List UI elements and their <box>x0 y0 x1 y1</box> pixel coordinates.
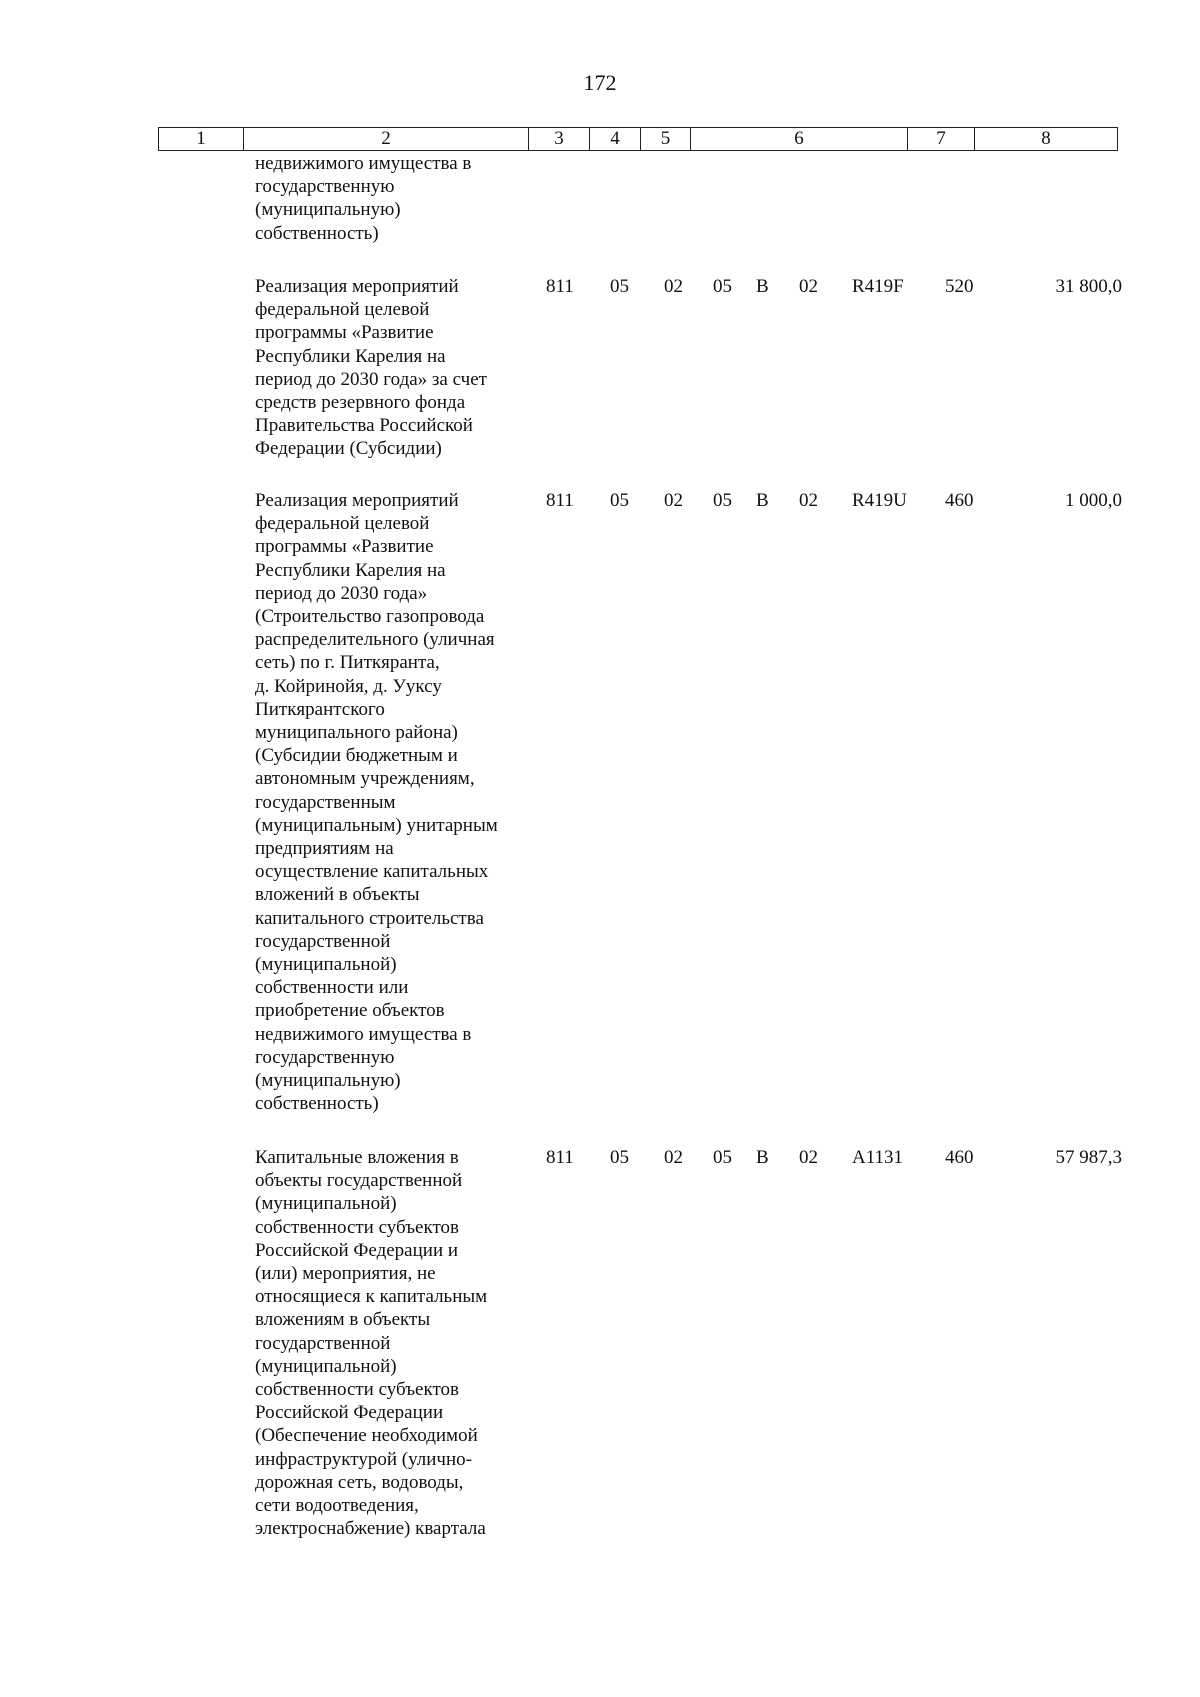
row-description: Реализация мероприятий федеральной целевой программы «Развитие Республики Карелия на период до 2030 года» (Строительство газопровода распределительного (уличная сеть) по г. Питкяранта, д. Койринойя, д. Ууксу Питкярантского муниципального района) (Субсидии бюджетным и автономным учреждениям, государственным (муниципальным) унитарным предприятиям на осуществление капитальных вложений в объекты капитального строительства государственной (муниципальной) собственности или приобретение объектов недвижимого имущества в государственную (муниципальную) собственность) <box>255 490 498 1115</box>
row-ministry-code: 811 <box>546 276 574 297</box>
row-section-code: 05 <box>610 490 629 511</box>
header-col-3: 3 <box>529 128 590 151</box>
header-col-8: 8 <box>975 128 1118 151</box>
page-number: 172 <box>583 70 617 95</box>
header-col-1: 1 <box>159 128 244 151</box>
row-subsection-code: 02 <box>664 276 683 297</box>
row-program-code: 05 <box>713 276 732 297</box>
row-subprogram-code: 02 <box>799 276 818 297</box>
row-expense-type: 460 <box>945 1147 974 1168</box>
row-target-code: R419U <box>852 490 907 511</box>
row-expense-type: 520 <box>945 276 974 297</box>
row-program-code: 05 <box>713 1147 732 1168</box>
continuation-description: недвижимого имущества в государственную (муниципальную) собственность) <box>255 153 472 244</box>
row-description: Капитальные вложения в объекты государственной (муниципальной) собственности субъектов Российской Федерации и (или) мероприятия, не относящиеся к капитальным вложениям в объекты государственной (муниципальной) собственности субъектов Российской Федерации (Обеспечение необходимой инфраструктурой (улично- дорожная сеть, водоводы, сети водоотведения, электроснабжение) квартала <box>255 1147 488 1540</box>
column-number-header <box>158 127 1118 151</box>
row-subprogram-code: 02 <box>799 490 818 511</box>
row-target-code: R419F <box>852 276 904 297</box>
row-subprogram-code: 02 <box>799 1147 818 1168</box>
row-program-letter: В <box>756 490 769 511</box>
header-col-6: 6 <box>691 128 908 151</box>
row-program-code: 05 <box>713 490 732 511</box>
row-description: Реализация мероприятий федеральной целевой программы «Развитие Республики Карелия на период до 2030 года» за счет средств резервного фонда Правительства Российской Федерации (Субсидии) <box>255 276 487 460</box>
row-amount: 31 800,0 <box>1055 276 1122 297</box>
row-ministry-code: 811 <box>546 490 574 511</box>
row-subsection-code: 02 <box>664 1147 683 1168</box>
header-col-7: 7 <box>908 128 975 151</box>
row-target-code: A1131 <box>852 1147 904 1168</box>
row-amount: 57 987,3 <box>1055 1147 1122 1168</box>
row-section-code: 05 <box>610 276 629 297</box>
row-program-letter: В <box>756 276 769 297</box>
row-subsection-code: 02 <box>664 490 683 511</box>
row-section-code: 05 <box>610 1147 629 1168</box>
header-col-2: 2 <box>244 128 529 151</box>
header-col-4: 4 <box>590 128 641 151</box>
row-ministry-code: 811 <box>546 1147 574 1168</box>
row-program-letter: В <box>756 1147 769 1168</box>
row-amount: 1 000,0 <box>1065 490 1122 511</box>
header-col-5: 5 <box>641 128 691 151</box>
row-expense-type: 460 <box>945 490 974 511</box>
